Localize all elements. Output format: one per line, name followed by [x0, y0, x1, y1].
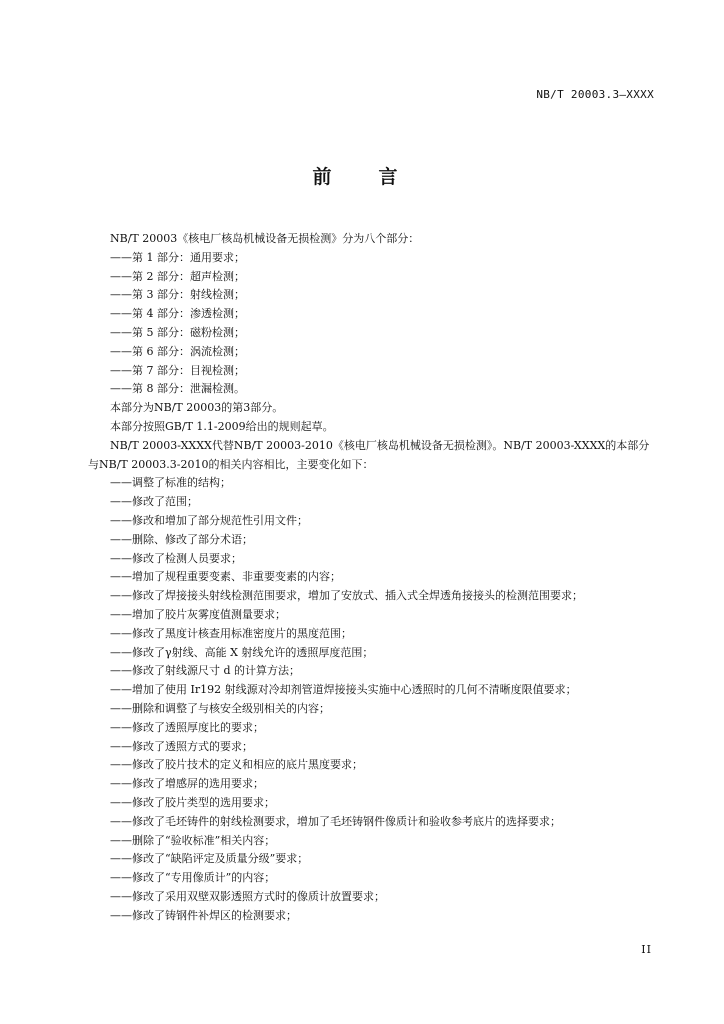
change-item: ——增加了规程重要变素、非重要变素的内容；	[110, 570, 341, 584]
change-item: ——修改了黑度计核查用标准密度片的黑度范围；	[110, 626, 352, 640]
this-part-paragraph: 本部分为NB/T 20003的第3部分。	[110, 401, 284, 415]
change-item: ——修改了胶片类型的选用要求；	[110, 795, 275, 809]
document-code: NB/T 20003.3—XXXX	[536, 88, 654, 101]
document-body	[88, 230, 660, 925]
change-item: ——修改了增感屏的选用要求；	[110, 777, 264, 791]
change-item: ——修改了“缺陷评定及质量分级”要求；	[110, 852, 309, 866]
change-item: ——增加了胶片灰雾度值测量要求；	[110, 607, 286, 621]
part-item: ——第 5 部分：磁粉检测；	[110, 325, 245, 339]
part-item: ——第 1 部分：通用要求；	[110, 250, 245, 264]
page-number: II	[641, 943, 652, 956]
change-item: ——修改了采用双壁双影透照方式时的像质计放置要求；	[110, 889, 385, 903]
change-item: ——调整了标准的结构；	[110, 476, 231, 490]
change-item: ——修改了铸钢件补焊区的检测要求；	[110, 908, 297, 922]
change-item: ——删除、修改了部分术语；	[110, 532, 253, 546]
change-item: ——修改了焊接接头射线检测范围要求，增加了安放式、插入式全焊透角接接头的检测范围要求；	[110, 589, 583, 603]
part-item: ——第 7 部分：目视检测；	[110, 363, 245, 377]
change-item: ——修改了γ射线、高能 X 射线允许的透照厚度范围；	[110, 645, 374, 659]
change-item: ——修改和增加了部分规范性引用文件；	[110, 513, 308, 527]
part-item: ——第 4 部分：渗透检测；	[110, 307, 245, 321]
intro-paragraph: NB/T 20003《核电厂核岛机械设备无损检测》分为八个部分：	[110, 232, 420, 245]
change-item: ——修改了胶片技术的定义和相应的底片黑度要求；	[110, 758, 363, 772]
change-item: ——修改了范围；	[110, 495, 198, 509]
part-item: ——第 3 部分：射线检测；	[110, 288, 245, 302]
change-item: ——删除和调整了与核安全级别相关的内容；	[110, 701, 330, 715]
page-title: 前 言	[312, 166, 412, 188]
part-item: ——第 8 部分：泄漏检测。	[110, 382, 245, 396]
change-item: ——修改了检测人员要求；	[110, 551, 242, 565]
change-item: ——修改了射线源尺寸 d 的计算方法；	[110, 664, 301, 678]
replacement-paragraph: NB/T 20003-XXXX代替NB/T 20003-2010《核电厂核岛机械设备无损检测》。NB/T 20003-XXXX的本部分与NB/T 20003.3-2010的相关内容相比，主要变化如下：	[88, 438, 650, 471]
part-item: ——第 6 部分：涡流检测；	[110, 344, 245, 358]
change-item: ——修改了透照厚度比的要求；	[110, 720, 264, 734]
change-item: ——删除了“验收标准”相关内容；	[110, 833, 276, 847]
drafting-paragraph: 本部分按照GB/T 1.1-2009给出的规则起草。	[110, 419, 334, 433]
change-item: ——修改了“专用像质计”的内容；	[110, 871, 276, 885]
change-item: ——增加了使用 Ir192 射线源对冷却剂管道焊接接头实施中心透照时的几何不清晰度限值要求；	[110, 683, 577, 697]
change-item: ——修改了毛坯铸件的射线检测要求，增加了毛坯铸钢件像质计和验收参考底片的选择要求；	[110, 814, 561, 828]
part-item: ——第 2 部分：超声检测；	[110, 269, 245, 283]
change-item: ——修改了透照方式的要求；	[110, 739, 253, 753]
